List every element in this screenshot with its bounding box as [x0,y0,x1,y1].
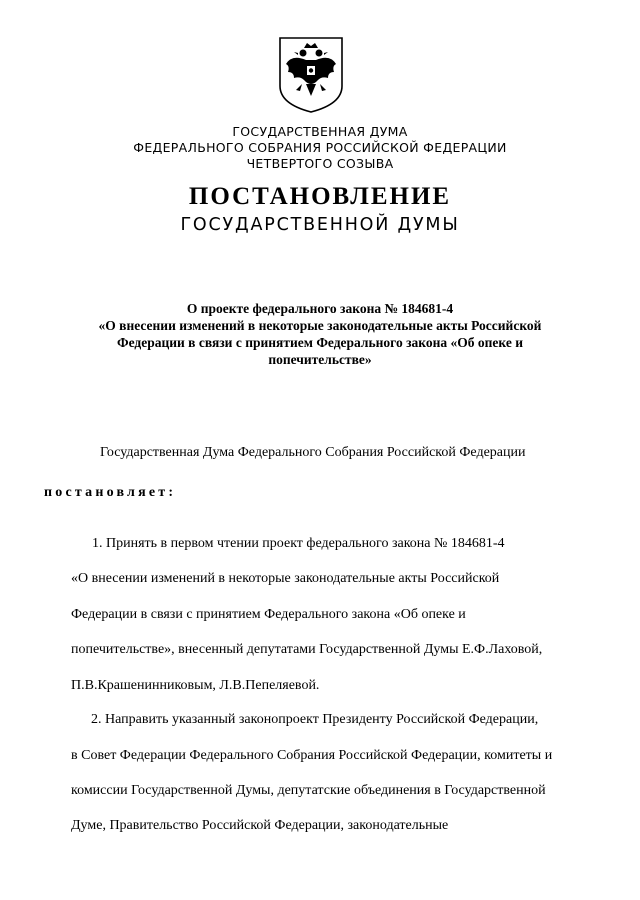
preamble: Государственная Дума Федерального Собрания Российской Федерации [100,445,526,460]
document-title: ПОСТАНОВЛЕНИЕ [188,183,452,210]
decides-line: постановляет: [44,485,177,500]
subject-line-4: попечительстве» [268,352,372,367]
item-1-line-3: Федерации в связи с принятием Федерального закона «Об опеке и [71,607,466,622]
header-line-1: ГОСУДАРСТВЕННАЯ ДУМА [232,124,408,139]
document-subtitle: ГОСУДАРСТВЕННОЙ ДУМЫ [180,215,460,235]
header-line-3: ЧЕТВЕРТОГО СОЗЫВА [246,156,394,171]
subject-line-2: «О внесении изменений в некоторые законодательные акты Российской [98,318,542,333]
item-2-line-2: в Совет Федерации Федерального Собрания Российской Федерации, комитеты и [71,748,553,763]
item-2-line-1: 2. Направить указанный законопроект Президенту Российской Федерации, [91,712,539,727]
subject-block [70,300,570,368]
subject-line-1: О проекте федерального закона № 184681-4 [186,301,454,316]
item-2-line-3: комиссии Государственной Думы, депутатские объединения в Государственной [71,783,546,798]
item-1-line-2: «О внесении изменений в некоторые законодательные акты Российской [71,571,500,586]
item-1-line-1: 1. Принять в первом чтении проект федерального закона № 184681-4 [92,536,505,551]
item-1-line-4: попечительстве», внесенный депутатами Государственной Думы Е.Ф.Лаховой, [71,642,543,657]
item-1-line-5: П.В.Крашенинниковым, Л.В.Пепеляевой. [71,678,320,693]
subject-line-3: Федерации в связи с принятием Федерального закона «Об опеке и [116,335,523,350]
coat-of-arms-icon [276,34,346,114]
item-2-line-4: Думе, Правительство Российской Федерации, законодательные [71,818,449,833]
header-line-2: ФЕДЕРАЛЬНОГО СОБРАНИЯ РОССИЙСКОЙ ФЕДЕРАЦИИ [133,140,507,155]
